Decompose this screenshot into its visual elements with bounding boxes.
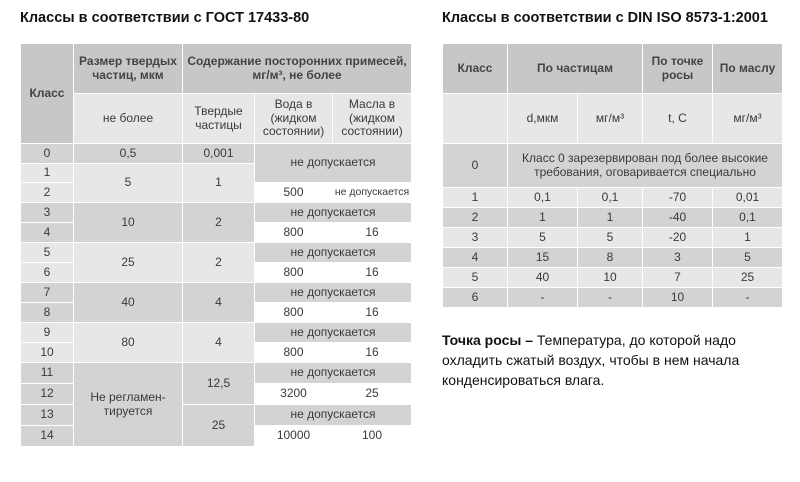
oil-cell: 25 bbox=[713, 268, 783, 288]
header-oil: По маслу bbox=[713, 44, 783, 94]
water-cell: 800 bbox=[255, 223, 333, 243]
header-water: Вода в (жидком состоянии) bbox=[255, 94, 333, 144]
water-cell: 800 bbox=[255, 343, 333, 363]
not-allowed-cell: не допускается bbox=[255, 243, 412, 263]
dewpoint-definition: Температура, до которой надо охладить сжатый воздух, чтобы в нем начала конденсироваться влага. bbox=[442, 332, 740, 388]
header-oil: Масла в (жидком состоянии) bbox=[333, 94, 412, 144]
header-d: d,мкм bbox=[508, 94, 578, 144]
header-size: Размер твердых частиц, мкм bbox=[74, 44, 183, 94]
class-cell: 5 bbox=[21, 243, 74, 263]
t-cell: -20 bbox=[643, 228, 713, 248]
gost-title: Классы в соответствии с ГОСТ 17433-80 bbox=[20, 10, 310, 26]
d-cell: 40 bbox=[508, 268, 578, 288]
din-table bbox=[442, 43, 783, 308]
class-cell: 2 bbox=[21, 183, 74, 203]
solid-cell: 25 bbox=[183, 405, 255, 447]
solid-cell: 2 bbox=[183, 243, 255, 283]
not-allowed-cell: не допускается bbox=[255, 203, 412, 223]
t-cell: 3 bbox=[643, 248, 713, 268]
water-cell: 800 bbox=[255, 263, 333, 283]
size-cell: 0,5 bbox=[74, 144, 183, 164]
not-allowed-cell: не допускается bbox=[255, 323, 412, 343]
solid-cell: 1 bbox=[183, 164, 255, 203]
header-solid: Твердые частицы bbox=[183, 94, 255, 144]
header-content: Содержание посторонних примесей, мг/м³, не более bbox=[183, 44, 412, 94]
header-mgm3-particles: мг/м³ bbox=[578, 94, 643, 144]
d-cell: 5 bbox=[508, 228, 578, 248]
header-class: Класс bbox=[443, 44, 508, 94]
size-cell: Не регламен-тируется bbox=[74, 363, 183, 447]
class-cell: 0 bbox=[443, 144, 508, 188]
mg-cell: 5 bbox=[578, 228, 643, 248]
solid-cell: 4 bbox=[183, 323, 255, 363]
class-cell: 14 bbox=[21, 426, 74, 447]
class-cell: 13 bbox=[21, 405, 74, 426]
class-cell: 9 bbox=[21, 323, 74, 343]
oil-cell: не допускается bbox=[333, 183, 412, 203]
size-cell: 25 bbox=[74, 243, 183, 283]
class-cell: 8 bbox=[21, 303, 74, 323]
water-cell: 3200 bbox=[255, 384, 333, 405]
class-cell: 0 bbox=[21, 144, 74, 164]
oil-cell: 16 bbox=[333, 343, 412, 363]
not-allowed-cell: не допускается bbox=[255, 283, 412, 303]
solid-cell: 12,5 bbox=[183, 363, 255, 405]
t-cell: -70 bbox=[643, 188, 713, 208]
size-cell: 5 bbox=[74, 164, 183, 203]
header-dewpoint: По точке росы bbox=[643, 44, 713, 94]
class-cell: 6 bbox=[21, 263, 74, 283]
class-cell: 5 bbox=[443, 268, 508, 288]
class-cell: 12 bbox=[21, 384, 74, 405]
water-cell: 800 bbox=[255, 303, 333, 323]
t-cell: 7 bbox=[643, 268, 713, 288]
dewpoint-note bbox=[442, 330, 782, 390]
header-empty bbox=[443, 94, 508, 144]
oil-cell: 0,1 bbox=[713, 208, 783, 228]
header-particles: По частицам bbox=[508, 44, 643, 94]
not-allowed-cell: не допускается bbox=[255, 144, 412, 183]
class-cell: 4 bbox=[21, 223, 74, 243]
oil-cell: 0,01 bbox=[713, 188, 783, 208]
size-cell: 40 bbox=[74, 283, 183, 323]
gost-table bbox=[20, 43, 412, 447]
oil-cell: - bbox=[713, 288, 783, 308]
d-cell: 15 bbox=[508, 248, 578, 268]
mg-cell: - bbox=[578, 288, 643, 308]
oil-cell: 16 bbox=[333, 303, 412, 323]
oil-cell: 25 bbox=[333, 384, 412, 405]
class-cell: 3 bbox=[21, 203, 74, 223]
class-cell: 2 bbox=[443, 208, 508, 228]
oil-cell: 100 bbox=[333, 426, 412, 447]
dewpoint-term: Точка росы – bbox=[442, 332, 534, 348]
d-cell: 0,1 bbox=[508, 188, 578, 208]
t-cell: -40 bbox=[643, 208, 713, 228]
class0-note: Класс 0 зарезервирован под более высокие требования, оговаривается специально bbox=[508, 144, 783, 188]
class-cell: 7 bbox=[21, 283, 74, 303]
size-cell: 80 bbox=[74, 323, 183, 363]
header-mgm3-oil: мг/м³ bbox=[713, 94, 783, 144]
solid-cell: 2 bbox=[183, 203, 255, 243]
mg-cell: 0,1 bbox=[578, 188, 643, 208]
class-cell: 1 bbox=[443, 188, 508, 208]
class-cell: 10 bbox=[21, 343, 74, 363]
class-cell: 4 bbox=[443, 248, 508, 268]
water-cell: 10000 bbox=[255, 426, 333, 447]
t-cell: 10 bbox=[643, 288, 713, 308]
size-cell: 10 bbox=[74, 203, 183, 243]
d-cell: - bbox=[508, 288, 578, 308]
d-cell: 1 bbox=[508, 208, 578, 228]
oil-cell: 16 bbox=[333, 263, 412, 283]
header-t: t, C bbox=[643, 94, 713, 144]
water-cell: 500 bbox=[255, 183, 333, 203]
oil-cell: 1 bbox=[713, 228, 783, 248]
oil-cell: 16 bbox=[333, 223, 412, 243]
class-cell: 6 bbox=[443, 288, 508, 308]
not-allowed-cell: не допускается bbox=[255, 405, 412, 426]
oil-cell: 5 bbox=[713, 248, 783, 268]
mg-cell: 8 bbox=[578, 248, 643, 268]
header-size-sub: не более bbox=[74, 94, 183, 144]
solid-cell: 4 bbox=[183, 283, 255, 323]
class-cell: 1 bbox=[21, 164, 74, 183]
header-class: Класс bbox=[21, 44, 74, 144]
mg-cell: 10 bbox=[578, 268, 643, 288]
mg-cell: 1 bbox=[578, 208, 643, 228]
din-title: Классы в соответствии с DIN ISO 8573-1:2001 bbox=[442, 10, 768, 26]
class-cell: 3 bbox=[443, 228, 508, 248]
class-cell: 11 bbox=[21, 363, 74, 384]
solid-cell: 0,001 bbox=[183, 144, 255, 164]
not-allowed-cell: не допускается bbox=[255, 363, 412, 384]
